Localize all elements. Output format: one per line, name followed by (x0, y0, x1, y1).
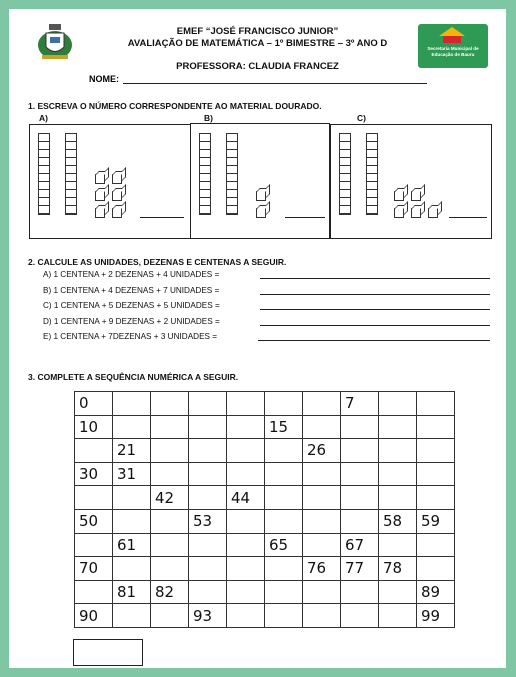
grid-cell-empty[interactable] (303, 462, 341, 486)
grid-number (189, 536, 193, 554)
grid-number (151, 394, 155, 412)
unit-cube (112, 174, 122, 184)
grid-cell-empty[interactable] (379, 580, 417, 604)
grid-number (265, 465, 269, 483)
grid-cell (417, 580, 455, 604)
grid-number: 58 (383, 512, 403, 531)
grid-cell-empty[interactable] (113, 557, 151, 581)
grid-number (341, 418, 345, 436)
grid-number (379, 536, 383, 554)
grid-cell-empty[interactable] (379, 533, 417, 557)
grid-number (227, 465, 231, 483)
logo-text: Secretaria Municipal de Educação de Bauru (427, 46, 479, 57)
grid-number (265, 512, 269, 530)
grid-cell-empty[interactable] (189, 462, 227, 486)
grid-cell (265, 415, 303, 439)
ten-rod (366, 133, 378, 215)
grid-cell-empty[interactable] (227, 533, 265, 557)
grid-cell-empty[interactable] (151, 392, 189, 416)
grid-cell-empty[interactable] (113, 486, 151, 510)
grid-cell-empty[interactable] (151, 462, 189, 486)
grid-number (303, 607, 307, 625)
grid-cell-empty[interactable] (265, 486, 303, 510)
ten-rod (226, 133, 238, 215)
q2-letter: D) (43, 317, 52, 326)
grid-cell-empty[interactable] (113, 415, 151, 439)
grid-number (265, 441, 269, 459)
grid-cell-empty[interactable] (417, 392, 455, 416)
grid-cell (75, 557, 113, 581)
grid-number (151, 465, 155, 483)
grid-cell-empty[interactable] (113, 509, 151, 533)
grid-number (189, 489, 193, 507)
grid-number (189, 394, 193, 412)
grid-cell-empty[interactable] (303, 392, 341, 416)
grid-number (113, 418, 117, 436)
grid-number (379, 607, 383, 625)
grid-cell (75, 604, 113, 628)
q2-letter: C) (43, 301, 52, 310)
ten-rod (65, 133, 77, 215)
q1-box-b (190, 123, 330, 239)
grid-cell-empty[interactable] (265, 509, 303, 533)
grid-cell-empty[interactable] (303, 415, 341, 439)
grid-number (189, 418, 193, 436)
grid-cell (379, 557, 417, 581)
ten-rod (339, 133, 351, 215)
grid-cell-empty[interactable] (113, 604, 151, 628)
q1-label-b: B) (204, 113, 213, 123)
grid-number (303, 489, 307, 507)
grid-cell-empty[interactable] (75, 580, 113, 604)
grid-number (75, 489, 79, 507)
grid-number: 53 (193, 512, 213, 531)
grid-cell-empty[interactable] (189, 557, 227, 581)
grid-number (417, 465, 421, 483)
grid-number (341, 607, 345, 625)
answer-box[interactable] (73, 639, 143, 666)
grid-cell-empty[interactable] (417, 439, 455, 463)
q2-letter: A) (43, 270, 52, 279)
grid-cell-empty[interactable] (113, 392, 151, 416)
grid-cell-empty[interactable] (417, 533, 455, 557)
exam-title: AVALIAÇÃO DE MATEMÁTICA – 1º BIMESTRE – 3º ANO D (127, 38, 388, 49)
grid-cell-empty[interactable] (341, 486, 379, 510)
q1-box-c (330, 124, 492, 239)
grid-number (189, 583, 193, 601)
grid-row (75, 509, 455, 533)
grid-cell-empty[interactable] (189, 533, 227, 557)
unit-cube (95, 174, 105, 184)
grid-row (75, 462, 455, 486)
grid-cell-empty[interactable] (151, 533, 189, 557)
grid-cell (75, 462, 113, 486)
grid-number (227, 394, 231, 412)
grid-cell (113, 580, 151, 604)
grid-number (265, 607, 269, 625)
grid-number (379, 465, 383, 483)
grid-number (303, 536, 307, 554)
q2-title: 2. CALCULE AS UNIDADES, DEZENAS E CENTENAS A SEGUIR. (28, 257, 287, 267)
grid-number (341, 441, 345, 459)
grid-cell-empty[interactable] (227, 462, 265, 486)
grid-number: 7 (345, 394, 355, 413)
grid-number (227, 583, 231, 601)
grid-number: 82 (155, 583, 175, 602)
q3-title: 3. COMPLETE A SEQUÊNCIA NUMÉRICA A SEGUIR. (28, 372, 239, 382)
grid-number (227, 559, 231, 577)
grid-number (417, 536, 421, 554)
grid-cell-empty[interactable] (379, 462, 417, 486)
unit-cube (411, 191, 421, 201)
grid-cell (151, 580, 189, 604)
grid-cell-empty[interactable] (151, 509, 189, 533)
grid-number: 99 (421, 606, 441, 625)
grid-cell-empty[interactable] (189, 392, 227, 416)
grid-number (151, 441, 155, 459)
grid-number: 93 (193, 606, 213, 625)
q2-text: 1 CENTENA + 7DEZENAS + 3 UNIDADES = (53, 332, 218, 341)
unit-cube (256, 208, 266, 218)
grid-number: 21 (117, 441, 137, 460)
grid-cell-empty[interactable] (227, 509, 265, 533)
q2-item (43, 332, 217, 341)
grid-cell-empty[interactable] (417, 486, 455, 510)
grid-number (227, 512, 231, 530)
ten-rod (199, 133, 211, 215)
grid-cell (113, 462, 151, 486)
grid-cell-empty[interactable] (265, 392, 303, 416)
q2-text: 1 CENTENA + 4 DEZENAS + 7 UNIDADES = (53, 286, 220, 295)
grid-cell-empty[interactable] (417, 557, 455, 581)
worksheet-page (9, 9, 506, 668)
grid-cell-empty[interactable] (151, 439, 189, 463)
grid-number (303, 583, 307, 601)
grid-cell-empty[interactable] (379, 486, 417, 510)
unit-cube (95, 191, 105, 201)
grid-cell (341, 533, 379, 557)
grid-number (417, 394, 421, 412)
school-name: EMEF “JOSÉ FRANCISCO JUNIOR” (176, 26, 339, 37)
grid-number: 26 (307, 441, 327, 460)
grid-number (227, 441, 231, 459)
unit-cube (428, 208, 438, 218)
grid-number (341, 583, 345, 601)
grid-number (151, 536, 155, 554)
q2-text: 1 CENTENA + 9 DEZENAS + 2 UNIDADES = (53, 317, 220, 326)
grid-cell (113, 439, 151, 463)
grid-cell-empty[interactable] (341, 604, 379, 628)
grid-number (151, 512, 155, 530)
unit-cube (112, 208, 122, 218)
grid-number (265, 394, 269, 412)
grid-number (227, 536, 231, 554)
grid-number (189, 559, 193, 577)
grid-number: 0 (79, 394, 89, 413)
grid-number (341, 489, 345, 507)
q1-label-c: C) (357, 113, 366, 123)
grid-number: 42 (155, 488, 175, 507)
grid-number (303, 394, 307, 412)
grid-cell-empty[interactable] (379, 415, 417, 439)
grid-row (75, 486, 455, 510)
grid-cell-empty[interactable] (227, 415, 265, 439)
unit-cube (256, 191, 266, 201)
grid-cell-empty[interactable] (227, 439, 265, 463)
grid-cell (341, 557, 379, 581)
grid-cell (227, 486, 265, 510)
grid-row (75, 604, 455, 628)
grid-cell-empty[interactable] (341, 415, 379, 439)
grid-cell-empty[interactable] (227, 392, 265, 416)
grid-cell-empty[interactable] (75, 439, 113, 463)
grid-number (417, 559, 421, 577)
grid-number (151, 607, 155, 625)
grid-number (265, 559, 269, 577)
q1-box-a (29, 124, 191, 239)
grid-cell-empty[interactable] (151, 604, 189, 628)
grid-cell (75, 509, 113, 533)
grid-cell-empty[interactable] (379, 604, 417, 628)
grid-row (75, 557, 455, 581)
q2-item (43, 317, 220, 326)
grid-cell-empty[interactable] (379, 392, 417, 416)
q2-item (43, 286, 219, 295)
grid-number (151, 559, 155, 577)
grid-cell (341, 392, 379, 416)
grid-cell-empty[interactable] (75, 533, 113, 557)
grid-cell-empty[interactable] (75, 486, 113, 510)
q2-answer-b[interactable] (260, 294, 490, 295)
grid-number: 10 (79, 417, 99, 436)
grid-cell-empty[interactable] (303, 486, 341, 510)
unit-cube (394, 208, 404, 218)
q2-answer-e[interactable] (258, 340, 490, 341)
grid-number: 61 (117, 535, 137, 554)
grid-number: 65 (269, 535, 289, 554)
q2-text: 1 CENTENA + 2 DEZENAS + 4 UNIDADES = (53, 270, 220, 279)
grid-number: 77 (345, 559, 365, 578)
grid-cell-empty[interactable] (189, 439, 227, 463)
unit-cube (411, 208, 421, 218)
grid-number: 50 (79, 512, 99, 531)
grid-number (379, 394, 383, 412)
grid-number (341, 465, 345, 483)
grid-cell-empty[interactable] (151, 415, 189, 439)
grid-cell-empty[interactable] (303, 580, 341, 604)
grid-cell-empty[interactable] (303, 604, 341, 628)
q1-answer-a[interactable] (140, 217, 184, 218)
grid-cell (75, 415, 113, 439)
grid-cell-empty[interactable] (265, 580, 303, 604)
grid-cell (151, 486, 189, 510)
grid-cell-empty[interactable] (151, 557, 189, 581)
grid-cell-empty[interactable] (303, 509, 341, 533)
grid-number (113, 607, 117, 625)
grid-cell (417, 509, 455, 533)
grid-cell (189, 509, 227, 533)
q1-label-a: A) (39, 113, 48, 123)
grid-number (113, 489, 117, 507)
grid-cell-empty[interactable] (379, 439, 417, 463)
unit-cube (394, 191, 404, 201)
grid-cell-empty[interactable] (227, 557, 265, 581)
grid-number (227, 607, 231, 625)
unit-cube (95, 208, 105, 218)
grid-cell-empty[interactable] (265, 462, 303, 486)
grid-cell-empty[interactable] (227, 580, 265, 604)
q2-letter: B) (43, 286, 52, 295)
grid-cell (265, 533, 303, 557)
grid-number: 30 (79, 465, 99, 484)
grid-row (75, 439, 455, 463)
grid-cell (379, 509, 417, 533)
grid-cell (113, 533, 151, 557)
grid-cell-empty[interactable] (265, 557, 303, 581)
grid-number: 70 (79, 559, 99, 578)
number-sequence-grid (74, 391, 455, 628)
grid-number: 59 (421, 512, 441, 531)
grid-row (75, 415, 455, 439)
grid-cell-empty[interactable] (341, 462, 379, 486)
teacher-name: PROFESSORA: CLAUDIA FRANCEZ (176, 61, 339, 72)
q2-letter: E) (43, 332, 52, 341)
grid-number (379, 418, 383, 436)
grid-number: 90 (79, 606, 99, 625)
grid-row (75, 533, 455, 557)
unit-cube (112, 191, 122, 201)
grid-number (151, 418, 155, 436)
name-field[interactable] (123, 83, 427, 84)
grid-row (75, 580, 455, 604)
grid-cell (75, 392, 113, 416)
grid-number (227, 418, 231, 436)
grid-cell-empty[interactable] (265, 604, 303, 628)
q1-title: 1. ESCREVA O NÚMERO CORRESPONDENTE AO MATERIAL DOURADO. (28, 101, 322, 111)
grid-cell-empty[interactable] (303, 533, 341, 557)
grid-number (379, 441, 383, 459)
grid-number (379, 489, 383, 507)
grid-cell-empty[interactable] (265, 439, 303, 463)
grid-number (113, 394, 117, 412)
grid-cell-empty[interactable] (341, 580, 379, 604)
grid-cell-empty[interactable] (227, 604, 265, 628)
q1-answer-b[interactable] (285, 217, 325, 218)
grid-number (265, 583, 269, 601)
q2-answer-a[interactable] (260, 278, 490, 279)
grid-number (75, 441, 79, 459)
grid-number (417, 441, 421, 459)
grid-number: 31 (117, 465, 137, 484)
grid-cell (303, 439, 341, 463)
grid-number (113, 559, 117, 577)
q1-answer-c[interactable] (449, 217, 487, 218)
q2-answer-c[interactable] (260, 309, 490, 310)
grid-number (303, 465, 307, 483)
grid-number (379, 583, 383, 601)
grid-number: 76 (307, 559, 327, 578)
grid-number (113, 512, 117, 530)
grid-cell-empty[interactable] (341, 439, 379, 463)
grid-number (303, 418, 307, 436)
q2-answer-d[interactable] (260, 325, 490, 326)
grid-number: 78 (383, 559, 403, 578)
grid-number: 67 (345, 535, 365, 554)
grid-number: 15 (269, 417, 289, 436)
q2-item (43, 270, 219, 279)
grid-number (75, 536, 79, 554)
grid-number (189, 441, 193, 459)
q2-text: 1 CENTENA + 5 DEZENAS + 5 UNIDADES = (53, 301, 220, 310)
grid-number (341, 512, 345, 530)
grid-cell (303, 557, 341, 581)
grid-number (417, 418, 421, 436)
grid-number: 44 (231, 488, 251, 507)
grid-number: 81 (117, 583, 137, 602)
grid-number (303, 512, 307, 530)
grid-number (75, 583, 79, 601)
grid-cell-empty[interactable] (341, 509, 379, 533)
grid-cell-empty[interactable] (417, 415, 455, 439)
grid-row (75, 392, 455, 416)
grid-cell-empty[interactable] (417, 462, 455, 486)
grid-number (189, 465, 193, 483)
grid-number (265, 489, 269, 507)
q2-item (43, 301, 220, 310)
grid-cell (189, 604, 227, 628)
grid-cell-empty[interactable] (189, 415, 227, 439)
grid-cell (417, 604, 455, 628)
grid-number (417, 489, 421, 507)
name-label: NOME: (89, 74, 119, 84)
ten-rod (38, 133, 50, 215)
grid-number: 89 (421, 583, 441, 602)
grid-cell-empty[interactable] (189, 486, 227, 510)
grid-cell-empty[interactable] (189, 580, 227, 604)
